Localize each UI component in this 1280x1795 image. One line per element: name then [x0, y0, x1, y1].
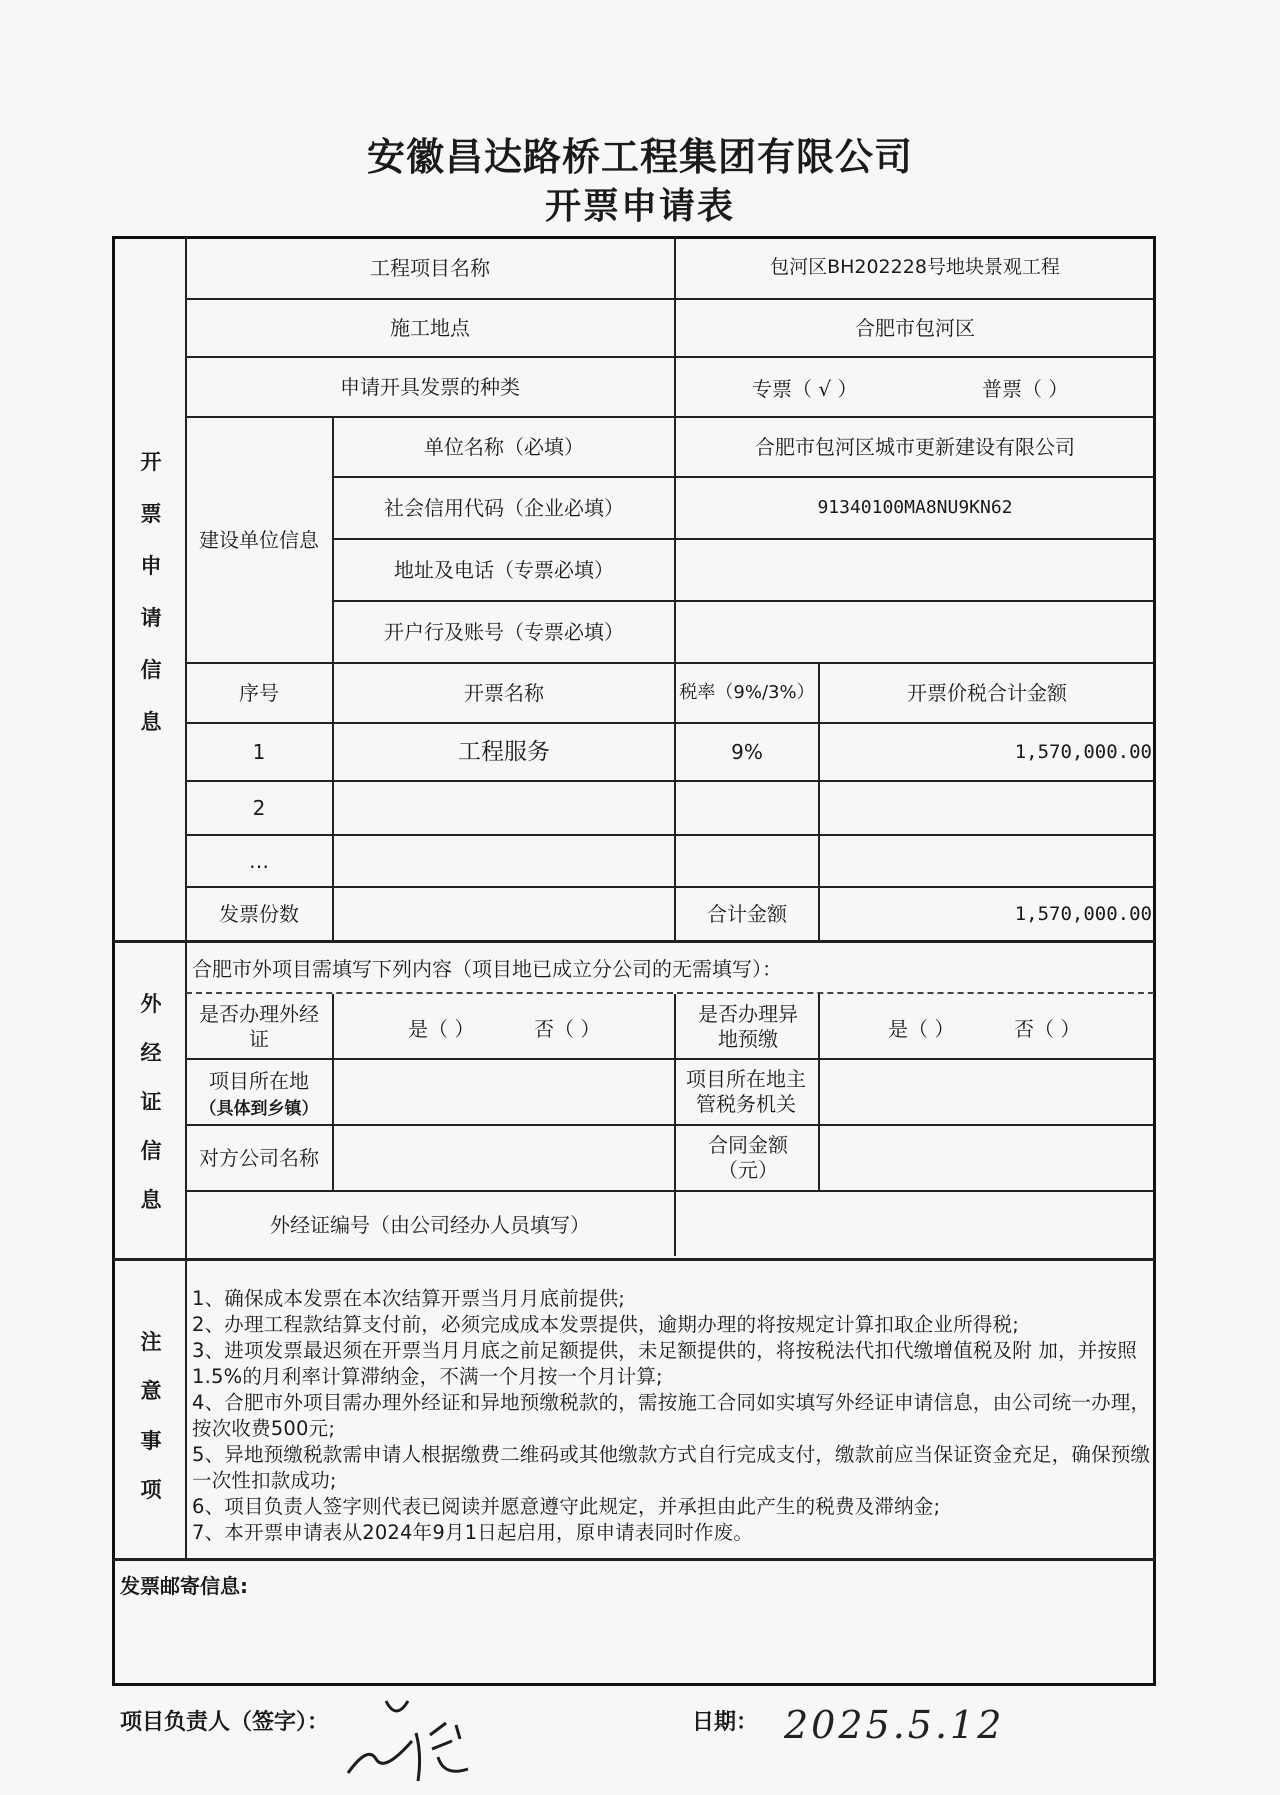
note-item: 7、本开票申请表从2024年9月1日起启用，原申请表同时作废。: [192, 1521, 754, 1544]
total-amount-label: 合计金额: [707, 901, 787, 926]
table-row-amount[interactable]: [820, 782, 1152, 834]
invoice-type-special[interactable]: 专票（ √ ）: [752, 376, 858, 401]
external-cert-yes[interactable]: 是（ ）: [408, 1016, 475, 1041]
contract-amount-value[interactable]: [820, 1126, 1154, 1190]
project-name-value[interactable]: 包河区BH202228号地块景观工程: [770, 256, 1060, 279]
bank-value[interactable]: [676, 602, 1154, 662]
external-cert-number-label: 外经证编号（由公司经办人员填写）: [270, 1212, 590, 1237]
builder-info-label: 建设单位信息: [199, 527, 319, 552]
notes-list: [192, 1286, 1152, 1546]
col-header-no: 序号: [239, 680, 279, 705]
section-label-external: 外 经 证 信 息: [140, 992, 162, 1212]
invoice-type-general[interactable]: 普票（ ）: [982, 376, 1069, 401]
prepay-yes[interactable]: 是（ ）: [888, 1016, 955, 1041]
date-label: 日期：: [692, 1709, 759, 1735]
section-label-invoice: 开 票 申 请 信 息: [140, 450, 162, 734]
company-name: 安徽昌达路桥工程集团有限公司: [366, 135, 913, 179]
note-item: 1、确保成本发票在本次结算开票当月月底前提供;: [192, 1287, 626, 1310]
project-site-label: 项目所在地 （具体到乡镇）: [199, 1069, 319, 1119]
credit-code-value[interactable]: 91340100MA8NU9KN62: [817, 496, 1013, 518]
table-row-rate[interactable]: 9%: [731, 739, 763, 764]
invoice-type-label: 申请开具发票的种类: [340, 374, 520, 399]
invoice-count-value[interactable]: [334, 888, 674, 940]
handwritten-date: 2025.5.12: [784, 1703, 1005, 1747]
signer-label: 项目负责人（签字）：: [120, 1709, 330, 1735]
tax-office-value[interactable]: [820, 1060, 1154, 1124]
tax-office-label: 项目所在地主管税务机关: [686, 1067, 806, 1116]
counterparty-value[interactable]: [334, 1126, 674, 1190]
table-row-amount[interactable]: 1,570,000.00: [1014, 741, 1152, 763]
total-amount-value[interactable]: 1,570,000.00: [1014, 903, 1152, 925]
table-row-no: …: [249, 848, 269, 873]
address-value[interactable]: [676, 540, 1154, 600]
table-row-no: 1: [252, 739, 266, 764]
unit-name-label: 单位名称（必填）: [424, 434, 584, 459]
unit-name-value[interactable]: 合肥市包河区城市更新建设有限公司: [755, 434, 1075, 459]
external-intro: 合肥市外项目需填写下列内容（项目地已成立分公司的无需填写）：: [192, 956, 782, 981]
location-label: 施工地点: [390, 315, 470, 340]
external-cert-number-value[interactable]: [676, 1192, 1154, 1258]
bank-label: 开户行及账号（专票必填）: [384, 619, 624, 644]
col-header-name: 开票名称: [464, 680, 544, 705]
external-cert-label: 是否办理外经证: [199, 1002, 319, 1051]
handwritten-signature: [328, 1695, 498, 1790]
table-row-rate[interactable]: [676, 782, 818, 834]
location-value[interactable]: 合肥市包河区: [855, 315, 975, 340]
table-row-name[interactable]: [334, 836, 674, 886]
external-cert-no[interactable]: 否（ ）: [534, 1016, 601, 1041]
col-header-rate: 税率（9%/3%）: [679, 681, 815, 703]
prepay-no[interactable]: 否（ ）: [1014, 1016, 1081, 1041]
mailing-info-area[interactable]: [118, 1604, 1150, 1680]
contract-amount-label: 合同金额（元）: [708, 1133, 788, 1182]
project-name-label: 工程项目名称: [370, 255, 490, 280]
table-row-name[interactable]: 工程服务: [458, 738, 550, 765]
mailing-info-label: 发票邮寄信息:: [120, 1573, 248, 1598]
note-item: 4、合肥市外项目需办理外经证和异地预缴税款的，需按施工合同如实填写外经证申请信息，由公司统一办理，按次收费500元;: [192, 1391, 1151, 1440]
address-label: 地址及电话（专票必填）: [394, 557, 614, 582]
invoice-count-label: 发票份数: [219, 901, 299, 926]
table-row-amount[interactable]: [820, 836, 1152, 886]
prepay-label: 是否办理异地预缴: [698, 1002, 798, 1051]
note-item: 3、进项发票最迟须在开票当月月底之前足额提供，未足额提供的，将按税法代扣代缴增值税及附 加，并按照1.5%的月利率计算滞纳金，不满一个月按一个月计算;: [192, 1339, 1137, 1388]
section-label-notes: 注 意 事 项: [140, 1330, 162, 1502]
col-header-amount: 开票价税合计金额: [907, 680, 1067, 705]
table-row-rate[interactable]: [676, 836, 818, 886]
project-site-value[interactable]: [334, 1060, 674, 1124]
credit-code-label: 社会信用代码（企业必填）: [384, 495, 624, 520]
note-item: 5、异地预缴税款需申请人根据缴费二维码或其他缴款方式自行完成支付，缴款前应当保证资金充足，确保预缴一次性扣款成功;: [192, 1443, 1151, 1492]
table-row-name[interactable]: [334, 782, 674, 834]
table-row-no: 2: [252, 795, 266, 820]
note-item: 2、办理工程款结算支付前，必须完成成本发票提供，逾期办理的将按规定计算扣取企业所得税;: [192, 1313, 1020, 1336]
counterparty-label: 对方公司名称: [199, 1145, 319, 1170]
form-title: 开票申请表: [544, 186, 735, 227]
note-item: 6、项目负责人签字则代表已阅读并愿意遵守此规定，并承担由此产生的税费及滞纳金;: [192, 1495, 941, 1518]
